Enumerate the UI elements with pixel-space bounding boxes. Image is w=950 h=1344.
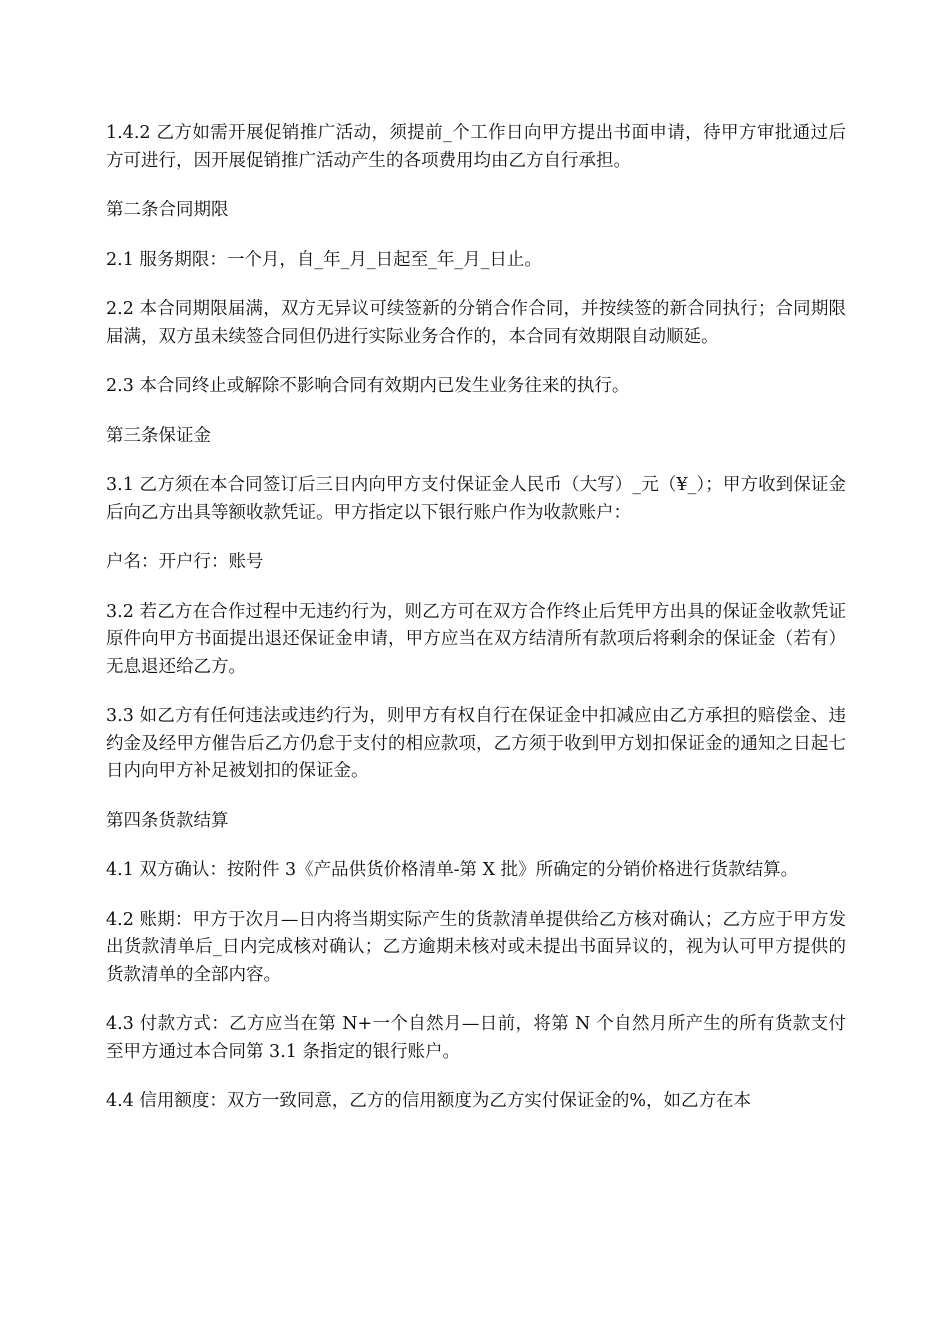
article-2-heading: 第二条合同期限	[106, 200, 229, 220]
article-4-heading: 第四条货款结算	[106, 810, 229, 831]
clause-2-1: 2.1 服务期限：一个月，自_年_月_日起至_年_月_日止。	[106, 249, 542, 270]
article-3-heading: 第三条保证金	[106, 425, 211, 446]
clause-3-2: 3.2 若乙方在合作过程中无违约行为，则乙方可在双方合作终止后凭甲方出具的保证金收款凭证原件向甲方书面提出退还保证金申请，甲方应当在双方结清所有款项后将剩余的保证金（若有）无息退还给乙方。	[106, 601, 846, 677]
clause-2-2: 2.2 本合同期限届满，双方无异议可续签新的分销合作合同，并按续签的新合同执行；合同期限届满，双方虽未续签合同但仍进行实际业务合作的，本合同有效期限自动顺延。	[106, 299, 846, 347]
document-page	[106, 120, 846, 1138]
clause-4-4: 4.4 信用额度：双方一致同意，乙方的信用额度为乙方实付保证金的%，如乙方在本	[106, 1091, 752, 1111]
clause-4-1: 4.1 双方确认：按附件 3《产品供货价格清单-第 X 批》所确定的分销价格进行货款结算。	[106, 860, 799, 880]
clause-4-3: 4.3 付款方式：乙方应当在第 N+一个自然月—日前，将第 N 个自然月所产生的所有货款支付至甲方通过本合同第 3.1 条指定的银行账户。	[106, 1014, 846, 1062]
clause-4-2: 4.2 账期：甲方于次月—日内将当期实际产生的货款清单提供给乙方核对确认；乙方应于甲方发出货款清单后_日内完成核对确认；乙方逾期未核对或未提出书面异议的，视为认可甲方提供的货款清单的全部内容。	[106, 909, 846, 985]
clause-3-3: 3.3 如乙方有任何违法或违约行为，则甲方有权自行在保证金中扣减应由乙方承担的赔偿金、违约金及经甲方催告后乙方仍怠于支付的相应款项，乙方须于收到甲方划扣保证金的通知之日起七日内向甲方补足被划扣的保证金。	[106, 706, 846, 781]
clause-2-3: 2.3 本合同终止或解除不影响合同有效期内已发生业务往来的执行。	[106, 376, 630, 396]
clause-1-4-2: 1.4.2 乙方如需开展促销推广活动，须提前_个工作日向甲方提出书面申请，待甲方审批通过后方可进行，因开展促销推广活动产生的各项费用均由乙方自行承担。	[106, 123, 846, 171]
bank-account-line: 户名：开户行：账号	[106, 552, 264, 572]
clause-3-1: 3.1 乙方须在本合同签订后三日内向甲方支付保证金人民币（大写）_元（¥_）；甲方收到保证金后向乙方出具等额收款凭证。甲方指定以下银行账户作为收款账户：	[106, 475, 846, 523]
